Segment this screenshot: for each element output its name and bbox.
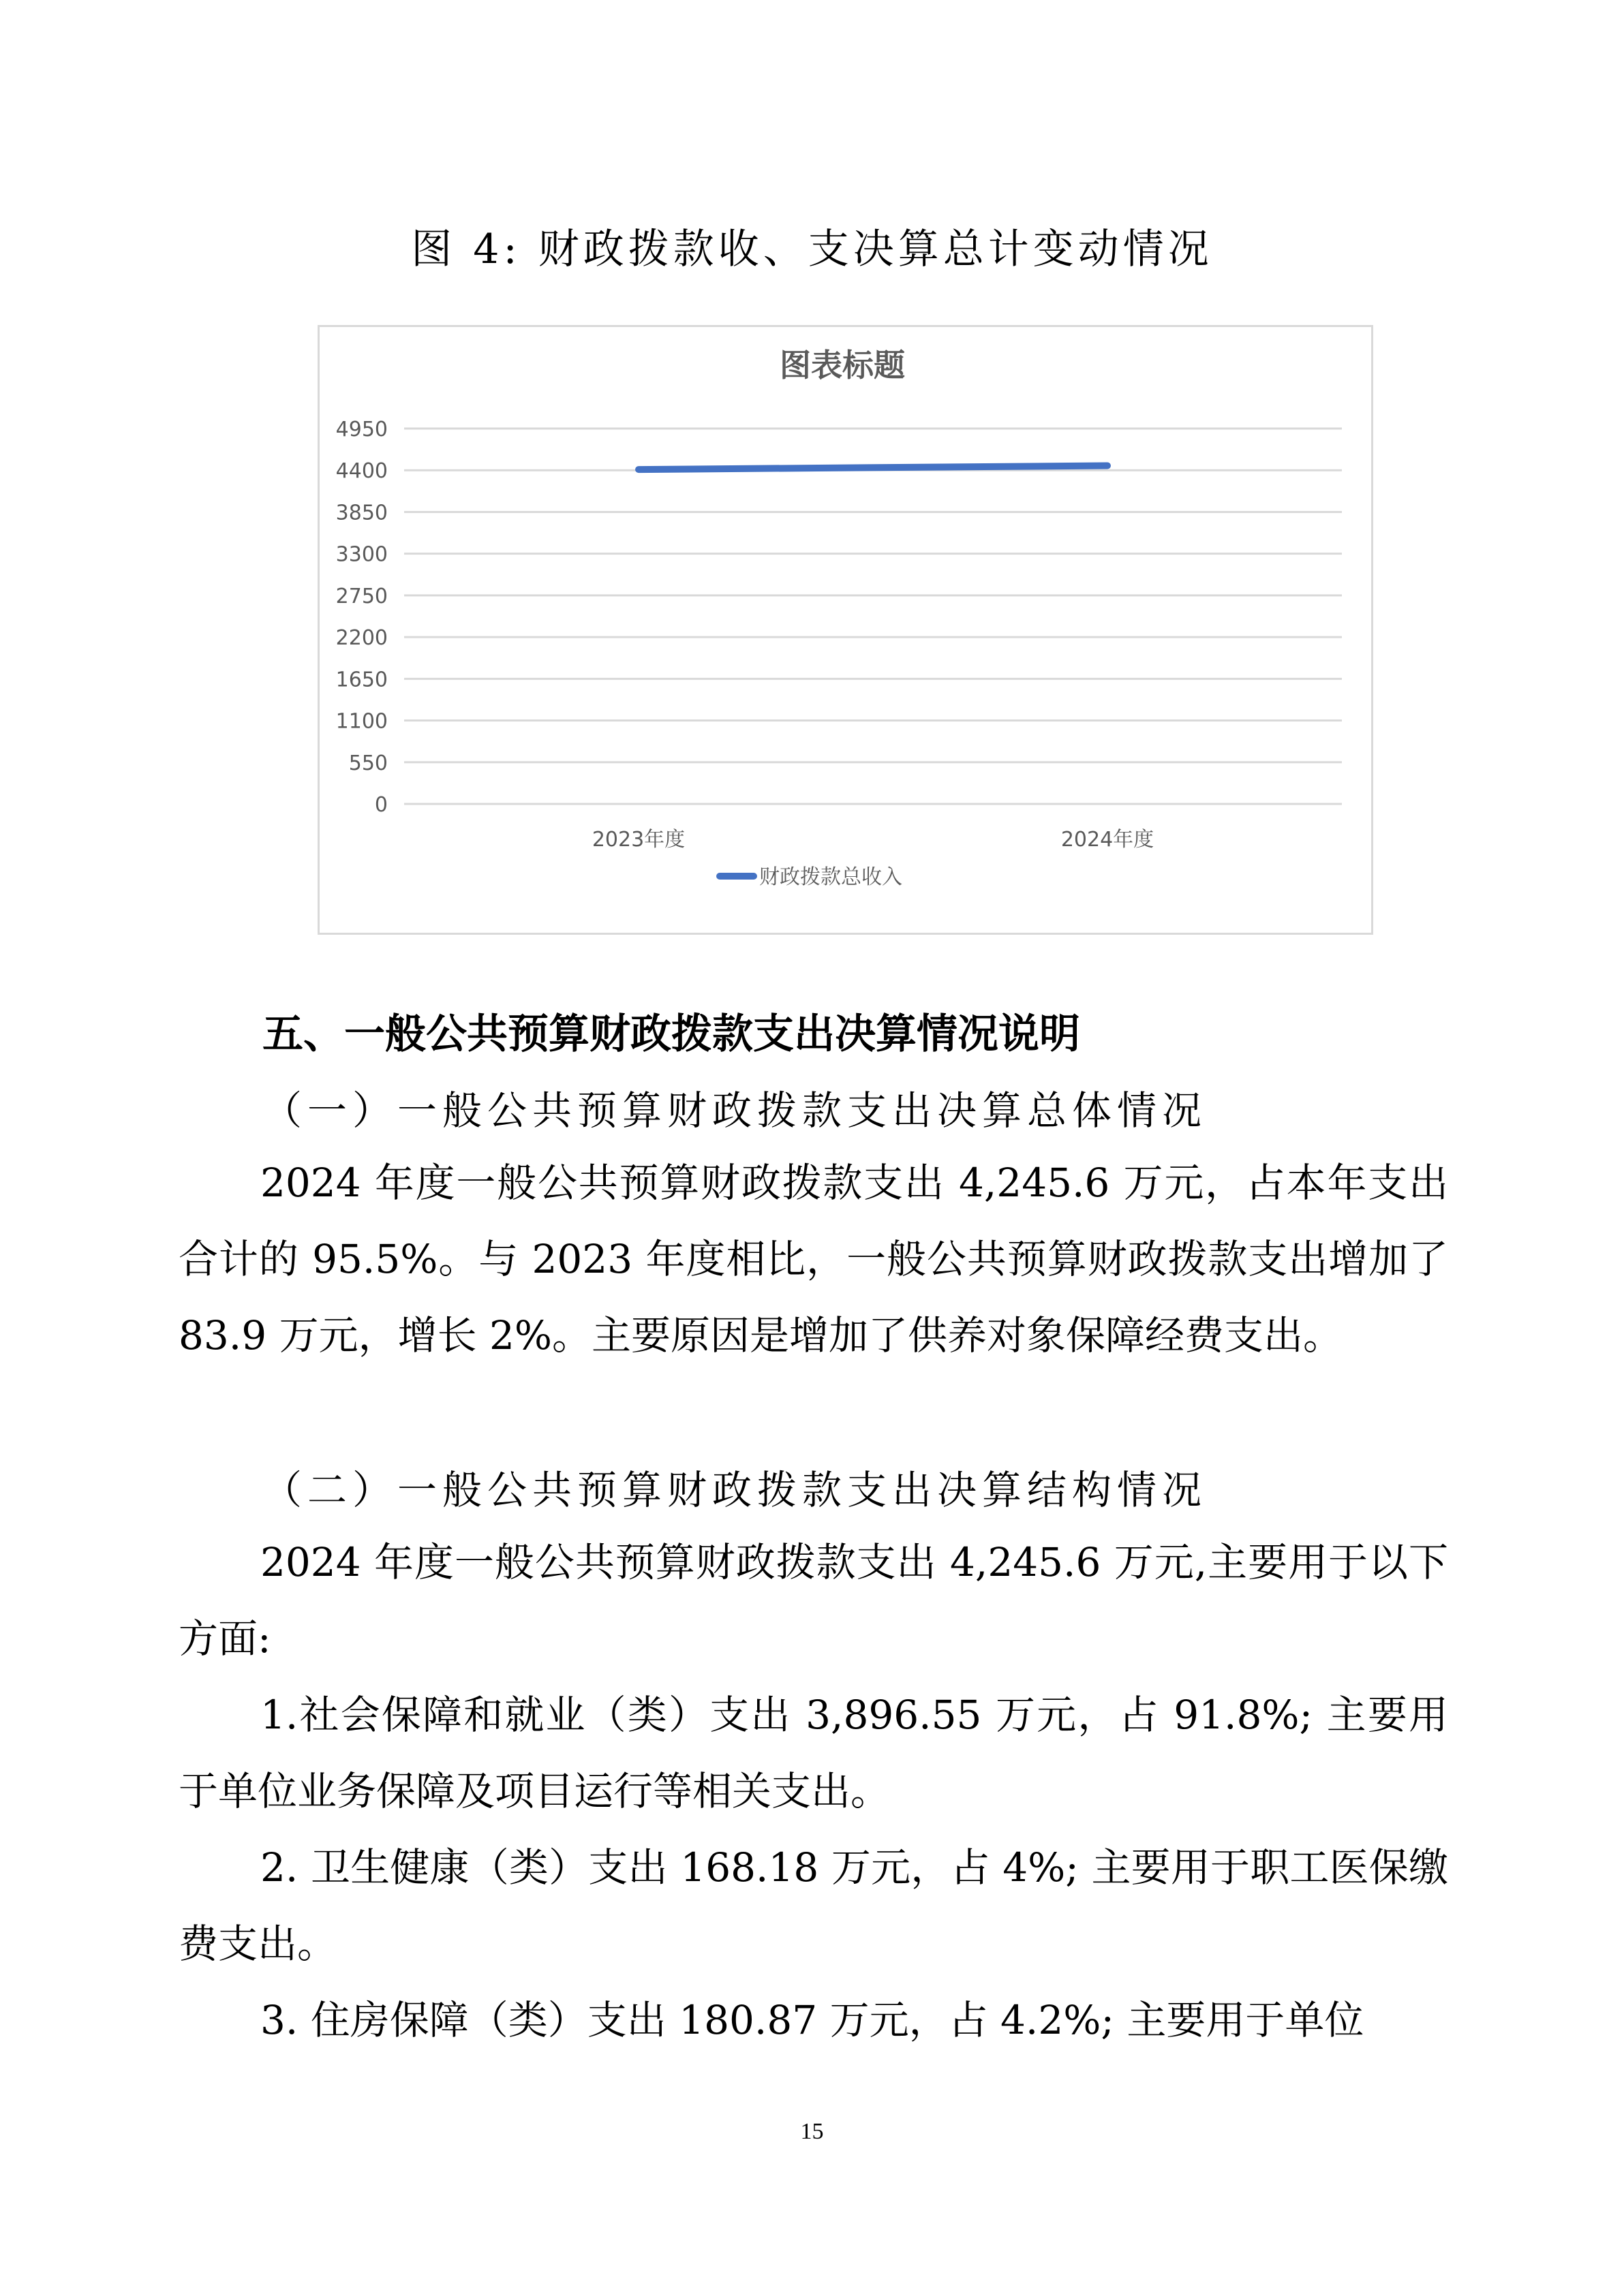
list-item-text: 2. 卫生健康（类）支出 168.18 万元，占 4%; 主要用于职工医保缴费支出。 (179, 1844, 1448, 1967)
y-tick-label: 0 (374, 793, 388, 817)
list-item (179, 1982, 1448, 2058)
y-tick-label: 2750 (335, 584, 388, 608)
y-tick-label: 1650 (335, 668, 388, 692)
paragraph-overall-text: 2024 年度一般公共预算财政拨款支出 4,245.6 万元，占本年支出合计的 95.5%。与 2023 年度相比，一般公共预算财政拨款支出增加了 83.9 万元，增长 2%。主要原因是增加了供养对象保障经费支出。 (179, 1160, 1448, 1359)
subsection-heading-2: （二）一般公共预算财政拨款支出决算结构情况 (262, 1467, 1208, 1513)
y-tick-label: 4950 (335, 418, 388, 441)
figure-caption: 图 4: 财政拨款收、支决算总计变动情况 (411, 226, 1213, 273)
page-number: 15 (800, 2119, 824, 2144)
list-item-text: 1.社会保障和就业（类）支出 3,896.55 万元，占 91.8%; 主要用于单位业务保障及项目运行等相关支出。 (179, 1692, 1448, 1814)
y-tick-label: 3850 (335, 501, 388, 525)
paragraph-overall (179, 1145, 1448, 1374)
series-line (639, 466, 1107, 470)
list-item (179, 1677, 1448, 1829)
line-chart (318, 325, 1373, 935)
legend-label: 财政拨款总收入 (759, 865, 902, 889)
y-tick-label: 4400 (335, 459, 388, 484)
y-tick-label: 550 (348, 751, 388, 775)
y-tick-label: 2200 (335, 626, 388, 651)
y-tick-label: 3300 (335, 542, 388, 567)
x-tick-label: 2023年度 (592, 828, 686, 852)
list-item (179, 1829, 1448, 1982)
subsection-heading-1: （一）一般公共预算财政拨款支出决算总体情况 (262, 1087, 1208, 1134)
paragraph-structure (179, 1524, 1448, 1677)
x-tick-label: 2024年度 (1060, 828, 1154, 852)
y-tick-label: 1100 (335, 709, 388, 734)
paragraph-structure-text: 2024 年度一般公共预算财政拨款支出 4,245.6 万元,主要用于以下方面: (179, 1539, 1448, 1662)
section-heading: 五、一般公共预算财政拨款支出决算情况说明 (262, 1010, 1080, 1058)
chart-title: 图表标题 (780, 347, 905, 384)
chart-canvas (320, 327, 1371, 933)
list-item-text: 3. 住房保障（类）支出 180.87 万元，占 4.2%; 主要用于单位 (260, 1997, 1364, 2043)
